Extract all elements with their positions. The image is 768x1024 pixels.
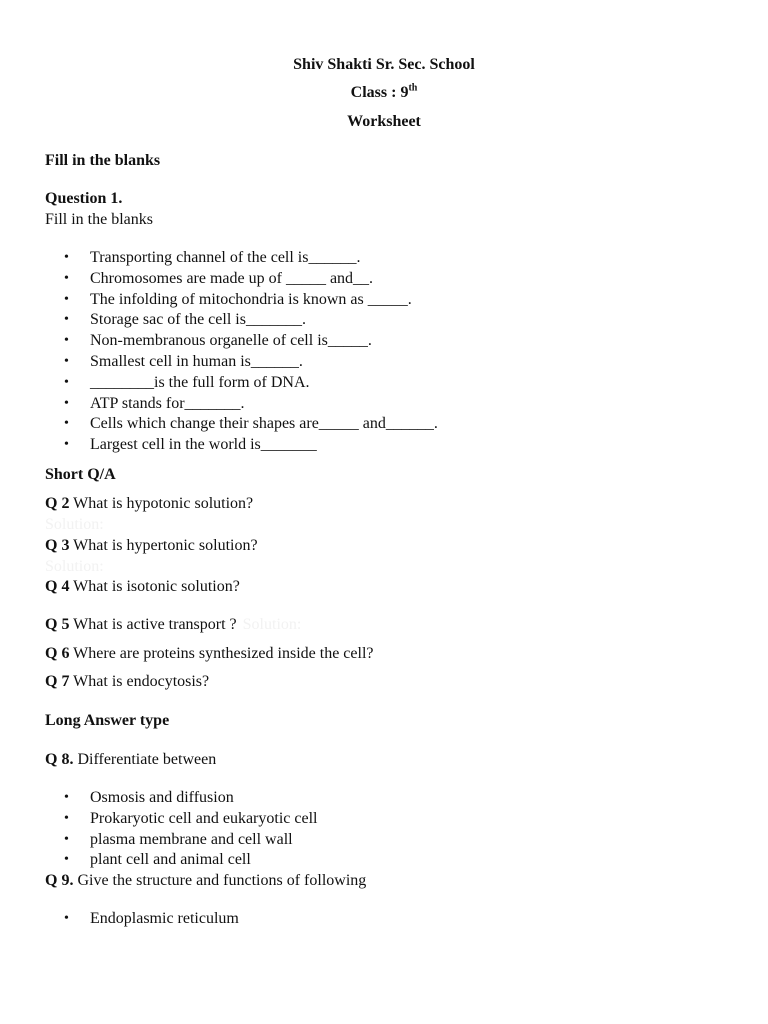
list-item-text: Transporting channel of the cell is______. xyxy=(90,249,361,266)
question-6 xyxy=(45,644,373,664)
question-number: Q 7 xyxy=(45,673,70,690)
question-text: What is endocytosis? xyxy=(69,673,210,690)
question-3 xyxy=(45,536,258,556)
question-text: What is active transport ? xyxy=(69,616,237,633)
bullet-icon: • xyxy=(64,852,69,868)
bullet-icon: • xyxy=(64,911,69,926)
list-item-text: Cells which change their shapes are_____ and______. xyxy=(90,415,438,433)
bullet-icon: • xyxy=(64,312,69,328)
question-text: Where are proteins synthesized inside the cell? xyxy=(69,645,374,662)
list-item-text: ________is the full form of DNA. xyxy=(90,373,310,391)
list-item-text: Smallest cell in human is______. xyxy=(90,352,303,370)
bullet-icon: • xyxy=(64,810,69,826)
faint-mark: Solution: xyxy=(45,516,104,533)
list-item-text: The infolding of mitochondria is known as _____. xyxy=(90,290,412,308)
list-item-text: ATP stands for_______. xyxy=(90,394,245,412)
bullet-icon: • xyxy=(64,831,69,847)
question-2 xyxy=(45,494,253,514)
bullet-icon: • xyxy=(64,374,69,390)
question-4 xyxy=(45,577,240,597)
question-number: Q 9. xyxy=(45,872,74,889)
question-8 xyxy=(45,750,216,770)
list-item-text: Largest cell in the world is_______ xyxy=(90,436,317,454)
section-long-answer-heading: Long Answer type xyxy=(45,712,170,729)
faint-mark: Solution: xyxy=(45,558,104,575)
list-item-text: Osmosis and diffusion xyxy=(90,789,234,806)
section-short-qa-heading: Short Q/A xyxy=(45,466,116,483)
question-9 xyxy=(45,871,366,891)
question-text: Give the structure and functions of following xyxy=(73,872,367,889)
list-item-text: Storage sac of the cell is_______. xyxy=(90,311,306,329)
question-text: What is isotonic solution? xyxy=(69,578,240,595)
question-text: What is hypotonic solution? xyxy=(69,495,254,512)
worksheet-title: Worksheet xyxy=(347,113,421,130)
question-number: Q 5 xyxy=(45,616,70,633)
bullet-icon: • xyxy=(64,250,69,265)
question-number: Q 4 xyxy=(45,578,70,595)
bullet-icon: • xyxy=(64,291,69,307)
question-7 xyxy=(45,672,209,692)
class-superscript: th xyxy=(408,82,418,94)
question-text: What is hypertonic solution? xyxy=(69,537,258,554)
list-item-text: Prokaryotic cell and eukaryotic cell xyxy=(90,809,318,827)
list-item-text: Endoplasmic reticulum xyxy=(90,910,239,927)
list-item-text: Non-membranous organelle of cell is_____. xyxy=(90,332,372,350)
list-item-text: plant cell and animal cell xyxy=(90,851,251,869)
question-5 xyxy=(45,615,301,635)
question-number: Q 3 xyxy=(45,537,70,554)
question-1-text: Fill in the blanks xyxy=(45,211,153,228)
bullet-icon: • xyxy=(64,353,69,369)
bullet-icon: • xyxy=(64,270,69,286)
question-1-label: Question 1. xyxy=(45,190,123,207)
question-number: Q 2 xyxy=(45,495,70,512)
question-text: Differentiate between xyxy=(73,751,217,768)
question-number: Q 6 xyxy=(45,645,70,662)
class-text: Class : 9 xyxy=(350,84,409,101)
bullet-icon: • xyxy=(64,437,69,453)
bullet-icon: • xyxy=(64,790,69,805)
question-number: Q 8. xyxy=(45,751,74,768)
bullet-icon: • xyxy=(64,416,69,432)
section-fill-blanks-heading: Fill in the blanks xyxy=(45,152,161,169)
faint-mark: Solution: xyxy=(242,616,302,633)
list-item-text: Chromosomes are made up of _____ and__. xyxy=(90,269,374,287)
bullet-icon: • xyxy=(64,333,69,349)
bullet-icon: • xyxy=(64,395,69,411)
list-item-text: plasma membrane and cell wall xyxy=(90,830,293,848)
school-name: Shiv Shakti Sr. Sec. School xyxy=(293,56,475,73)
class-label xyxy=(0,83,768,103)
